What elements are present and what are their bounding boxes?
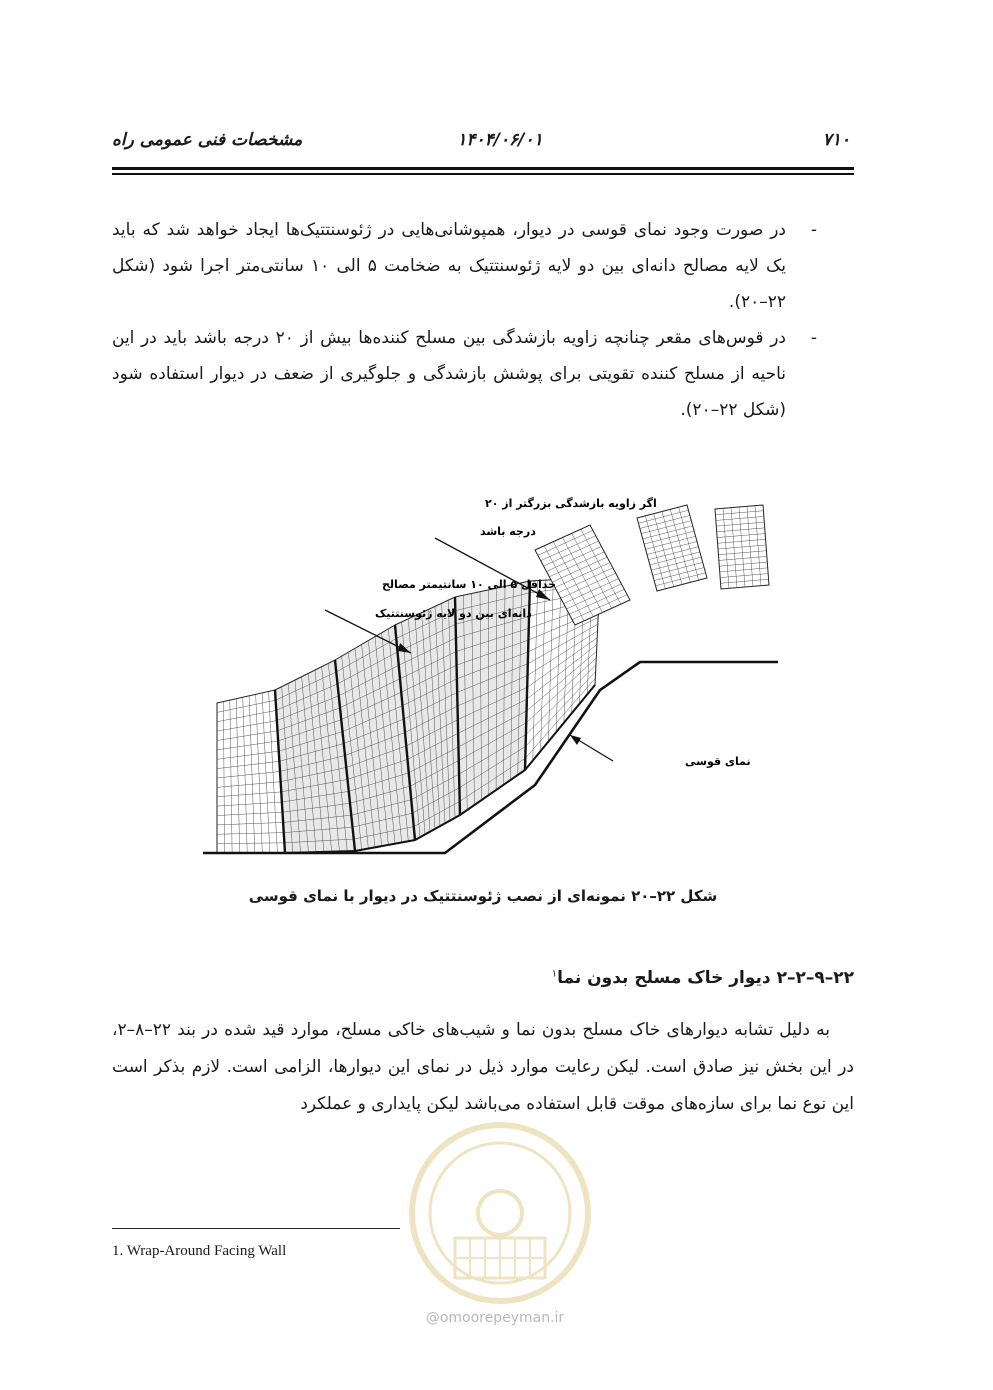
label-curved-face: نمای قوسی xyxy=(685,755,751,768)
page-number: ۷۱۰ xyxy=(822,130,850,150)
bullet-list xyxy=(112,212,854,428)
curved-facing-wall-figure xyxy=(195,485,795,865)
publisher-seal-watermark xyxy=(385,1118,615,1318)
section-heading-text: ۲۲–۹–۲–۲ دیوار خاک مسلح بدون نما xyxy=(557,968,854,988)
rotated-panel-2 xyxy=(637,505,707,591)
running-header-title: مشخصات فنی عمومی راه xyxy=(112,130,303,150)
reinforced-block-1 xyxy=(217,690,285,853)
section-heading xyxy=(112,968,854,988)
bullet-dash: - xyxy=(810,220,818,240)
bullet-item xyxy=(112,212,854,320)
bullet-dash: - xyxy=(810,328,818,348)
reinforcement-grid xyxy=(217,505,769,853)
header-rule-thin xyxy=(112,173,854,175)
label-layer-line1: حداقل ۵ الی ۱۰ سانتیمتر مصالح xyxy=(382,578,557,591)
footnote: 1. Wrap-Around Facing Wall xyxy=(112,1243,287,1259)
bullet-text: در قوس‌های مقعر چنانچه زاویه بازشدگی بین مسلح کننده‌ها بیش از ۲۰ درجه باشد باید در این ناحیه از مسلح کننده تقویتی برای پوشش بازشدگی و جلوگیری از ضعف در دیوار استفاده شود (شکل ۲۲–۲۰). xyxy=(112,328,786,420)
header-rule-thick xyxy=(112,167,854,170)
body-paragraph: به دلیل تشابه دیوارهای خاک مسلح بدون نما و شیب‌های خاکی مسلح، موارد قید شده در بند ۲۲–۸–۲، در این بخش نیز صادق است. لیکن رعایت موارد ذیل در نمای این دیوارها، الزامی است. لازم بذکر است این نوع نما برای سازه‌های موقت قابل استفاده می‌باشد لیکن پایداری و عملکرد xyxy=(112,1020,854,1114)
bullet-text: در صورت وجود نمای قوسی در دیوار، همپوشانی‌هایی در ژئوسنتتیک‌ها ایجاد خواهد شد که باید یک لایه مصالح دانه‌ای بین دو لایه ژئوسنتتیک به ضخامت ۵ الی ۱۰ سانتی‌متر اجرا شود (شکل ۲۲–۲۰). xyxy=(112,220,786,312)
running-header-date: ۱۴۰۴/۰۶/۰۱ xyxy=(457,130,543,150)
bullet-item xyxy=(112,320,854,428)
rotated-panel-3 xyxy=(715,505,769,589)
footnote-reference: ۱ xyxy=(551,968,558,980)
grid-block-outline xyxy=(217,690,285,853)
label-angle-line2: درجه باشد xyxy=(480,525,536,538)
footnote-rule xyxy=(112,1228,400,1229)
figure-caption: شکل ۲۲–۲۰ نمونه‌ای از نصب ژئوسنتتیک در دیوار با نمای قوسی xyxy=(248,887,718,905)
label-layer-line2: دانه‌ای بین دو لایه ژئوسنتتیک xyxy=(375,607,532,620)
label-angle-line1: اگر زاویه بازشدگی بزرگتر از ۲۰ xyxy=(485,497,657,510)
watermark-text: @omoorepeyman.ir xyxy=(425,1310,565,1326)
arrowhead-icon xyxy=(570,735,581,745)
